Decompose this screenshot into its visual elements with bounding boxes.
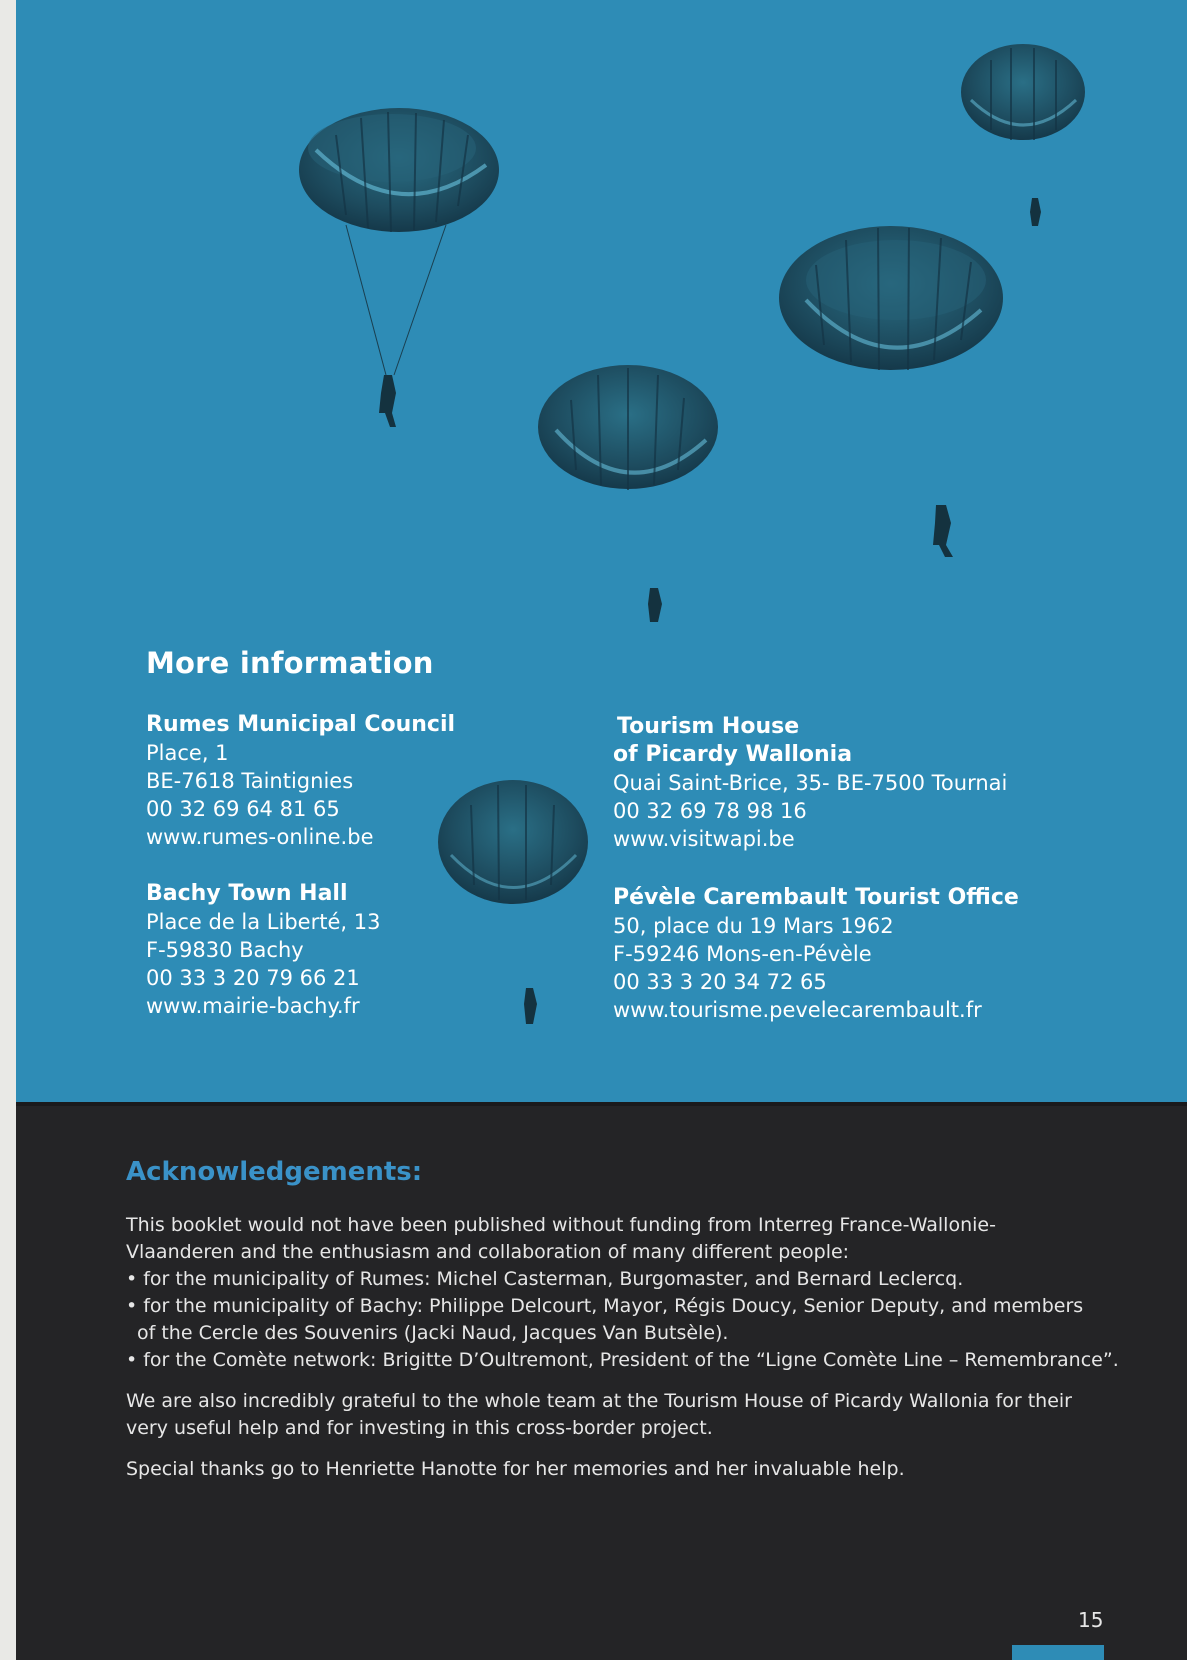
contact-website[interactable]: www.mairie-bachy.fr <box>146 994 360 1018</box>
contact-website[interactable]: www.rumes-online.be <box>146 825 374 849</box>
parachute-canopy-5 <box>438 780 588 1024</box>
ack-team-line: We are also incredibly grateful to the whole team at the Tourism House of Picardy Wallonia for their <box>126 1390 1072 1412</box>
contact-address: 50, place du 19 Mars 1962 <box>613 914 894 938</box>
parachute-canopy-4 <box>538 365 718 622</box>
ack-special-thanks: Special thanks go to Henriette Hanotte for her memories and her invaluable help. <box>126 1458 905 1480</box>
parachute-canopy-2 <box>961 44 1085 226</box>
contact-name: Pévèle Carembault Tourist Office <box>613 885 1019 910</box>
contact-pevele-office <box>613 884 1019 1024</box>
contact-bachy <box>146 880 380 1020</box>
ack-intro-line: Vlaanderen and the enthusiasm and collaboration of many different people: <box>126 1241 850 1263</box>
page-tab-marker <box>1012 1645 1104 1660</box>
parachute-canopy-3 <box>779 226 1003 557</box>
contact-postcode: F-59830 Bachy <box>146 938 304 962</box>
contact-rumes <box>146 711 455 851</box>
page-number: 15 <box>1078 1608 1104 1632</box>
acknowledgements-heading: Acknowledgements: <box>126 1157 423 1187</box>
page-binding-edge <box>0 0 17 1660</box>
contact-address: Place, 1 <box>146 741 229 765</box>
contact-address: Place de la Liberté, 13 <box>146 910 381 934</box>
contact-website[interactable]: www.visitwapi.be <box>613 827 795 851</box>
contact-phone: 00 33 3 20 34 72 65 <box>613 970 827 994</box>
contact-tourism-house <box>613 713 1007 853</box>
ack-bullet-rumes: • for the municipality of Rumes: Michel Casterman, Burgomaster, and Bernard Leclercq. <box>126 1268 964 1290</box>
parachute-canopy-1 <box>299 108 499 427</box>
more-information-heading: More information <box>146 646 434 680</box>
contact-phone: 00 32 69 78 98 16 <box>613 799 807 823</box>
contact-postcode: F-59246 Mons-en-Pévèle <box>613 942 872 966</box>
ack-bullet-bachy-cont: of the Cercle des Souvenirs (Jacki Naud, Jacques Van Butsèle). <box>137 1322 729 1344</box>
contact-name-line2: of Picardy Wallonia <box>613 742 853 767</box>
contact-name-line1: Tourism House <box>617 714 800 739</box>
ack-bullet-bachy: • for the municipality of Bachy: Philippe Delcourt, Mayor, Régis Doucy, Senior Deputy, and members <box>126 1295 1084 1317</box>
ack-bullet-comete: • for the Comète network: Brigitte D’Oultremont, President of the “Ligne Comète Line – Remembrance”. <box>126 1349 1119 1371</box>
ack-team-line: very useful help and for investing in this cross-border project. <box>126 1417 713 1439</box>
contact-name: Bachy Town Hall <box>146 881 348 906</box>
ack-intro-line: This booklet would not have been published without funding from Interreg France-Wallonie- <box>126 1214 996 1236</box>
acknowledgements-body <box>126 1212 1126 1497</box>
contact-phone: 00 32 69 64 81 65 <box>146 797 340 821</box>
contact-name: Rumes Municipal Council <box>146 712 456 737</box>
section-divider <box>16 1102 1187 1106</box>
contact-phone: 00 33 3 20 79 66 21 <box>146 966 360 990</box>
contact-postcode: BE-7618 Taintignies <box>146 769 354 793</box>
contact-website[interactable]: www.tourisme.pevelecarembault.fr <box>613 998 982 1022</box>
contact-address: Quai Saint-Brice, 35- BE-7500 Tournai <box>613 771 1008 795</box>
